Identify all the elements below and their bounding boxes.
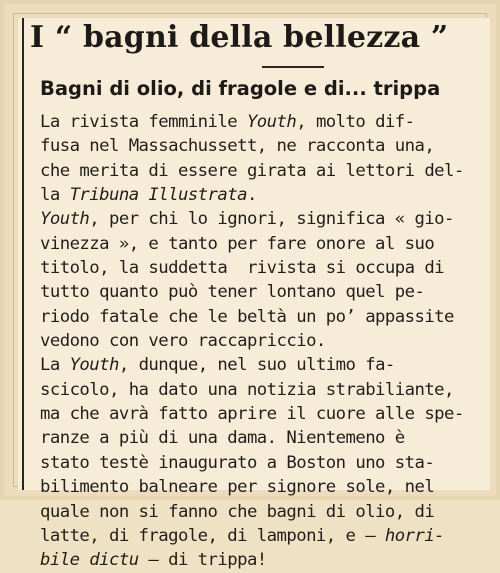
text-run: vinezza », e tanto per fare onore al suo xyxy=(40,233,435,254)
italic-text: bile dictu xyxy=(40,550,139,571)
article-line xyxy=(40,329,488,353)
article-line xyxy=(40,256,488,280)
italic-text: Youth xyxy=(69,355,119,376)
article-line xyxy=(40,134,488,158)
article-line xyxy=(40,305,488,329)
text-run: vedono con vero raccapriccio. xyxy=(40,331,326,352)
article-line xyxy=(40,110,488,134)
article-line xyxy=(40,353,488,377)
text-run: — di trippa! xyxy=(138,550,267,571)
article-line xyxy=(40,500,488,524)
text-run: riodo fatale che le beltà un po’ appassite xyxy=(40,306,454,327)
article-line xyxy=(40,475,488,499)
text-run: che merita di essere girata ai lettori del- xyxy=(40,160,464,181)
italic-text: Youth xyxy=(246,112,297,132)
text-run: quale non si fanno che bagni di olio, di xyxy=(40,501,435,522)
article-line xyxy=(40,378,488,402)
text-run: . xyxy=(246,185,257,206)
article-line xyxy=(40,524,488,548)
article-line xyxy=(40,548,488,572)
text-run: ma che avrà fatto aprire il cuore alle spe- xyxy=(40,404,464,425)
italic-text: Tribuna Illustrata xyxy=(69,185,247,206)
text-run: La rivista femminile xyxy=(40,112,247,132)
article-subtitle: Bagni di olio, di fragole e di... trippa xyxy=(40,77,441,100)
article-line xyxy=(40,232,488,256)
article-line xyxy=(40,451,488,475)
text-run: , per chi lo ignori, significa « gio- xyxy=(89,209,454,230)
article-line xyxy=(40,207,488,231)
text-run: tutto quanto può tener lontano quel pe- xyxy=(40,282,425,303)
article-line xyxy=(40,280,488,304)
article-body xyxy=(40,110,488,573)
column-rule xyxy=(22,18,24,490)
text-run: la xyxy=(40,185,70,206)
text-run: , dunque, nel suo ultimo fa- xyxy=(118,355,395,376)
article-title: I “ bagni della bellezza ” xyxy=(30,20,449,55)
text-run: , molto dif- xyxy=(296,112,415,132)
text-run: scicolo, ha dato una notizia strabiliante, xyxy=(40,379,454,400)
article-line xyxy=(40,183,488,207)
text-run: ranze a più di una dama. Nientemeno è xyxy=(40,428,405,449)
text-run: stato testè inaugurato a Boston uno sta- xyxy=(40,452,435,473)
text-run: La xyxy=(40,355,70,376)
article-line xyxy=(40,426,488,450)
newspaper-clipping xyxy=(18,18,490,571)
text-run: bilimento balneare per signore sole, nel xyxy=(40,477,435,498)
title-underline xyxy=(262,66,324,68)
text-run: fusa nel Massachussett, ne racconta una, xyxy=(40,136,435,157)
article-line xyxy=(40,402,488,426)
text-run: titolo, la suddetta rivista si occupa di xyxy=(40,258,445,279)
italic-text: Youth xyxy=(40,209,90,230)
article-line xyxy=(40,159,488,183)
text-run: latte, di fragole, di lamponi, e — xyxy=(40,525,385,546)
italic-text: horri- xyxy=(384,525,445,546)
